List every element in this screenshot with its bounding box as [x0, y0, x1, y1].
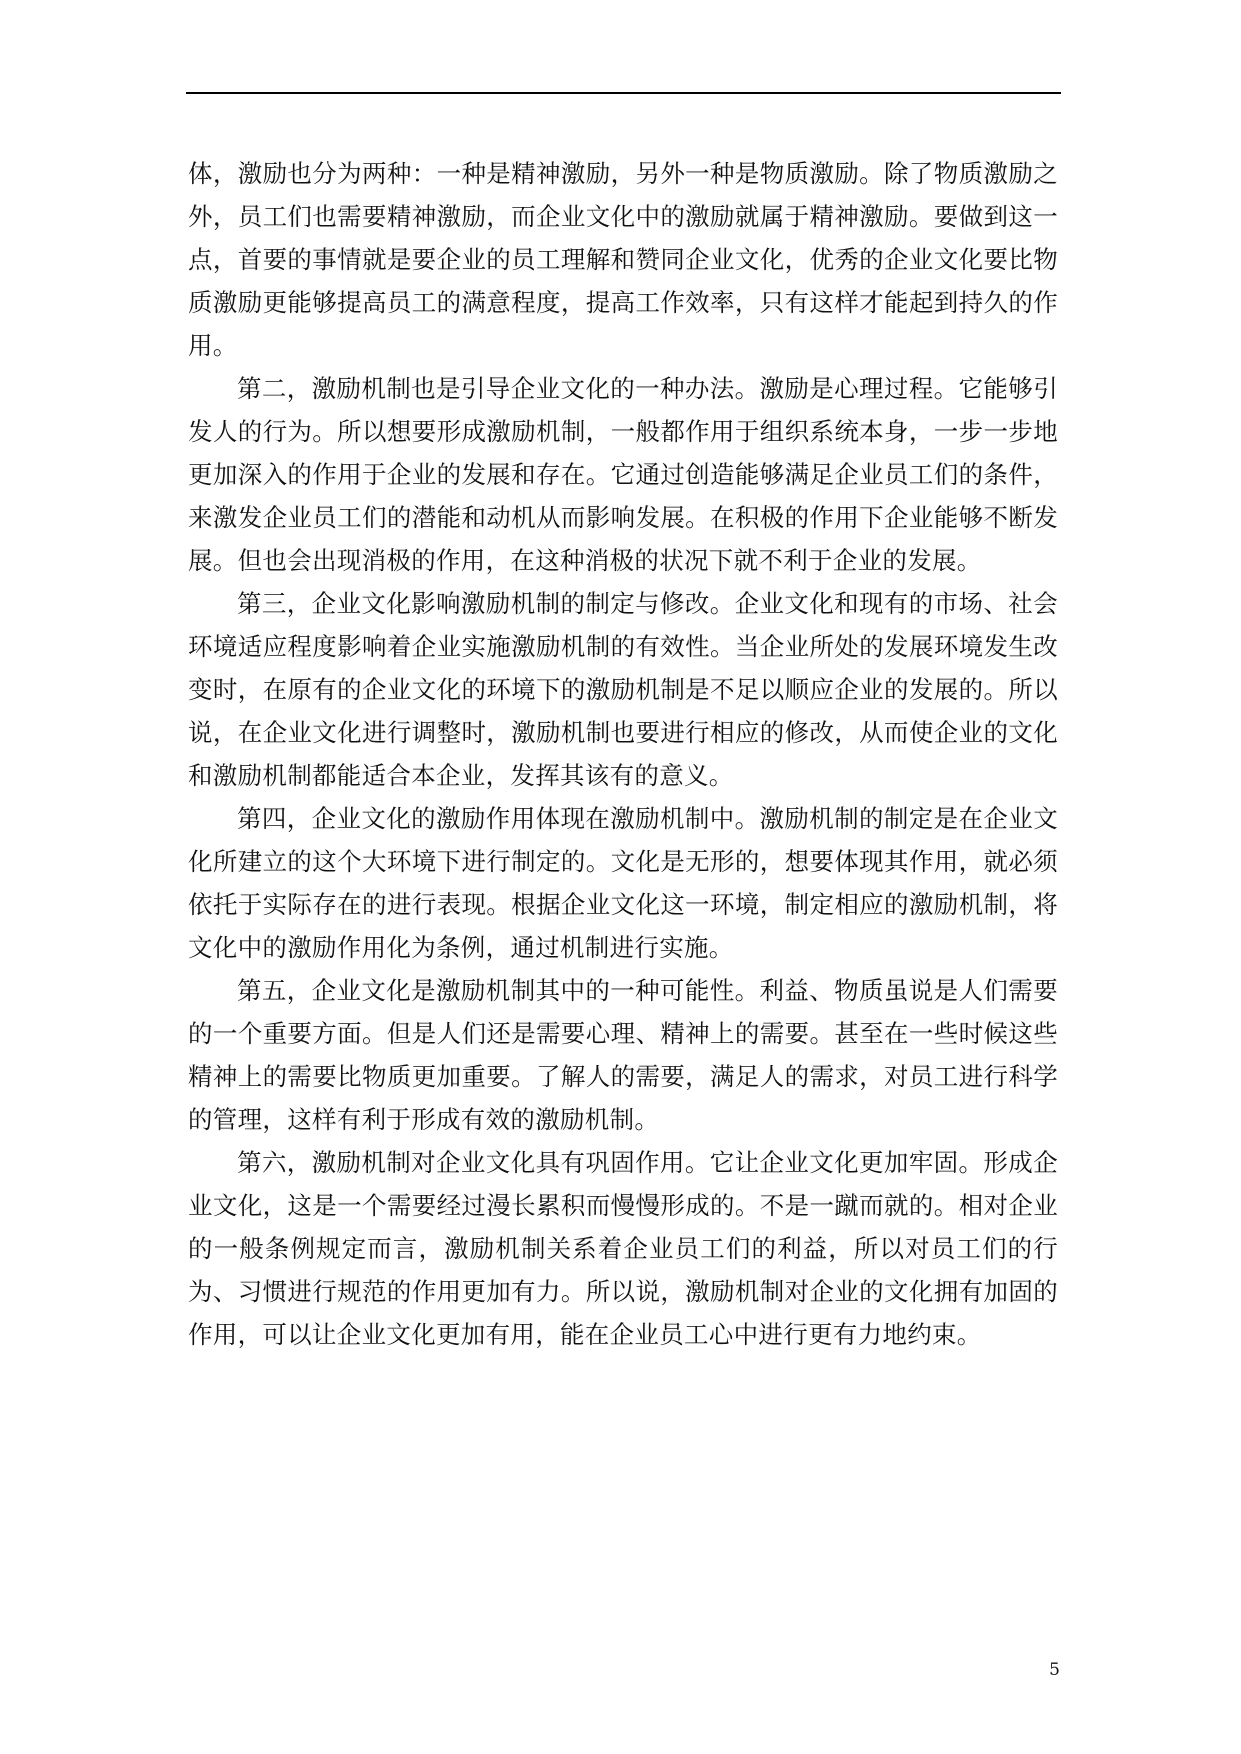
paragraph-fourth-point: 第四，企业文化的激励作用体现在激励机制中。激励机制的制定是在企业文化所建立的这个大环境下进行制定的。文化是无形的，想要体现其作用，就必须依托于实际存在的进行表现。根据企业文化这一环境，制定相应的激励机制，将文化中的激励作用化为条例，通过机制进行实施。: [188, 804, 1058, 962]
paragraph-third-point: 第三，企业文化影响激励机制的制定与修改。企业文化和现有的市场、社会环境适应程度影响着企业实施激励机制的有效性。当企业所处的发展环境发生改变时，在原有的企业文化的环境下的激励机制是不足以顺应企业的发展的。所以说，在企业文化进行调整时，激励机制也要进行相应的修改，从而使企业的文化和激励机制都能适合本企业，发挥其该有的意义。: [188, 589, 1058, 790]
page-number: 5: [1049, 1660, 1060, 1680]
paragraph-sixth-point: 第六，激励机制对企业文化具有巩固作用。它让企业文化更加牢固。形成企业文化，这是一个需要经过漫长累积而慢慢形成的。不是一蹴而就的。相对企业的一般条例规定而言，激励机制关系着企业员工们的利益，所以对员工们的行为、习惯进行规范的作用更加有力。所以说，激励机制对企业的文化拥有加固的作用，可以让企业文化更加有用，能在企业员工心中进行更有力地约束。: [188, 1148, 1058, 1349]
document-body: [188, 152, 1058, 1356]
paragraph-fifth-point: 第五，企业文化是激励机制其中的一种可能性。利益、物质虽说是人们需要的一个重要方面。但是人们还是需要心理、精神上的需要。甚至在一些时候这些精神上的需要比物质更加重要。了解人的需要，满足人的需求，对员工进行科学的管理，这样有利于形成有效的激励机制。: [188, 976, 1058, 1134]
header-rule: [186, 92, 1061, 94]
paragraph-second-point: 第二，激励机制也是引导企业文化的一种办法。激励是心理过程。它能够引发人的行为。所以想要形成激励机制，一般都作用于组织系统本身，一步一步地更加深入的作用于企业的发展和存在。它通过创造能够满足企业员工们的条件，来激发企业员工们的潜能和动机从而影响发展。在积极的作用下企业能够不断发展。但也会出现消极的作用，在这种消极的状况下就不利于企业的发展。: [188, 374, 1058, 575]
paragraph-continuation: 体，激励也分为两种：一种是精神激励，另外一种是物质激励。除了物质激励之外，员工们也需要精神激励，而企业文化中的激励就属于精神激励。要做到这一点，首要的事情就是要企业的员工理解和赞同企业文化，优秀的企业文化要比物质激励更能够提高员工的满意程度，提高工作效率，只有这样才能起到持久的作用。: [188, 159, 1058, 360]
